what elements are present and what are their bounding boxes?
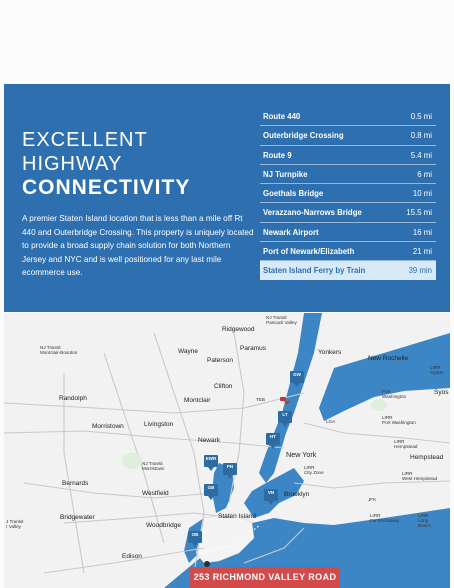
place-label: Staten Island xyxy=(218,513,256,520)
place-label: J Transit r Valley xyxy=(6,519,24,529)
distance-row xyxy=(260,184,436,203)
title-line-3: CONNECTIVITY xyxy=(22,176,191,199)
distance-value: 10 mi xyxy=(412,189,432,199)
distance-table xyxy=(260,107,436,280)
place-label: NJ Transit Montclair-Boonton xyxy=(40,345,78,355)
place-label: TEB xyxy=(256,397,265,402)
distance-row xyxy=(260,126,436,145)
property-address-banner: 253 RICHMOND VALLEY ROAD xyxy=(190,567,340,588)
place-label: Westfield xyxy=(142,490,169,497)
place-label: Newark xyxy=(198,437,221,444)
distance-row xyxy=(260,165,436,184)
place-label: Bernards xyxy=(62,480,89,487)
place-label: Morristown xyxy=(92,423,124,430)
distance-row xyxy=(260,203,436,222)
ferry-marker xyxy=(280,397,286,401)
distance-value: 0.5 mi xyxy=(410,112,432,121)
place-label: Port Washington xyxy=(382,389,407,399)
place-label: Bridgewater xyxy=(60,514,95,521)
park-area xyxy=(371,399,387,411)
tunnel-marker-lt: LT xyxy=(278,411,292,423)
place-label: LIRR West Hempstead xyxy=(402,471,438,481)
place-label: NJ Transit Morristown xyxy=(142,461,165,471)
distance-name: Port of Newark/Elizabeth xyxy=(263,247,355,257)
place-label: Edison xyxy=(122,553,142,560)
place-label: Yonkers xyxy=(318,349,342,356)
place-label: Livingston xyxy=(144,421,174,428)
page-top-margin xyxy=(0,0,454,84)
place-label: LIRR City Zone xyxy=(304,465,324,475)
distance-name: Outerbridge Crossing xyxy=(263,131,344,141)
distance-name: Route 440 xyxy=(263,112,301,121)
distance-name: Route 9 xyxy=(263,150,292,160)
place-label: New Rochelle xyxy=(368,355,409,362)
distance-value: 6 mi xyxy=(417,169,432,179)
distance-row xyxy=(260,146,436,165)
distance-value: 5.4 mi xyxy=(410,150,432,160)
distance-value: 39 min xyxy=(408,266,432,276)
title-line-2: HIGHWAY xyxy=(22,153,123,175)
port-marker-pn: PN xyxy=(223,463,237,475)
place-label: New York xyxy=(286,450,317,459)
place-label: LIRR Far Rockaway xyxy=(370,513,400,523)
distance-value: 15.5 mi xyxy=(406,208,432,218)
place-label: Paramus xyxy=(240,345,267,352)
place-label: Ridgewood xyxy=(222,326,255,333)
distance-value: 16 mi xyxy=(412,227,432,237)
distance-value: 21 mi xyxy=(412,247,432,257)
place-label: LIRR Long Beach xyxy=(418,513,432,528)
place-label: LIRR Port Washington xyxy=(382,415,416,425)
park-area xyxy=(122,453,142,469)
distance-name: Goethals Bridge xyxy=(263,189,324,199)
distance-row xyxy=(260,242,436,261)
place-label: Hempstead xyxy=(410,454,444,461)
distance-name: Newark Airport xyxy=(263,227,319,237)
tunnel-marker-ht: HT xyxy=(266,433,280,445)
place-label: Syos xyxy=(434,389,449,396)
place-label: Woodbridge xyxy=(146,522,181,529)
place-label: LIRR Hempstead xyxy=(394,439,418,449)
place-label: Randolph xyxy=(59,395,87,402)
description-paragraph: A premier Staten Island location that is less than a mile off Rt 440 and Outerbridge Crossing. This property is uniquely located to provide a broad supply chain solution for both Northern Jersey and NYC and is well positioned for any last mile ecommerce use. xyxy=(22,214,254,278)
distance-name: Verazzano-Narrows Bridge xyxy=(263,208,362,218)
place-label: NJ Transit Pascack Valley xyxy=(266,315,297,325)
page-title xyxy=(22,128,190,200)
place-label: Paterson xyxy=(207,357,234,364)
place-label: LGA xyxy=(326,419,336,424)
airport-marker-ewr: EWR xyxy=(204,455,218,467)
bridge-marker-gw: GW xyxy=(290,371,304,383)
place-label: JFK xyxy=(368,497,377,502)
distance-row-highlight xyxy=(260,261,436,279)
place-label: Montclair xyxy=(184,397,211,404)
place-label: LIRR Oyster xyxy=(430,365,444,375)
distance-row xyxy=(260,107,436,126)
distance-name: Staten Island Ferry by Train xyxy=(263,266,366,276)
distance-value: 0.8 mi xyxy=(410,131,432,141)
place-label: Wayne xyxy=(178,348,198,355)
bridge-marker-gb: GB xyxy=(204,484,218,496)
bridge-marker-ob: OB xyxy=(188,531,202,543)
distance-name: NJ Turnpike xyxy=(263,169,308,179)
title-line-1: EXCELLENT xyxy=(22,129,148,151)
place-label: Brooklyn xyxy=(284,491,310,498)
bridge-marker-vn: VN xyxy=(264,489,278,501)
region-map xyxy=(4,313,450,588)
distance-row xyxy=(260,223,436,242)
place-label: Clifton xyxy=(214,383,233,390)
